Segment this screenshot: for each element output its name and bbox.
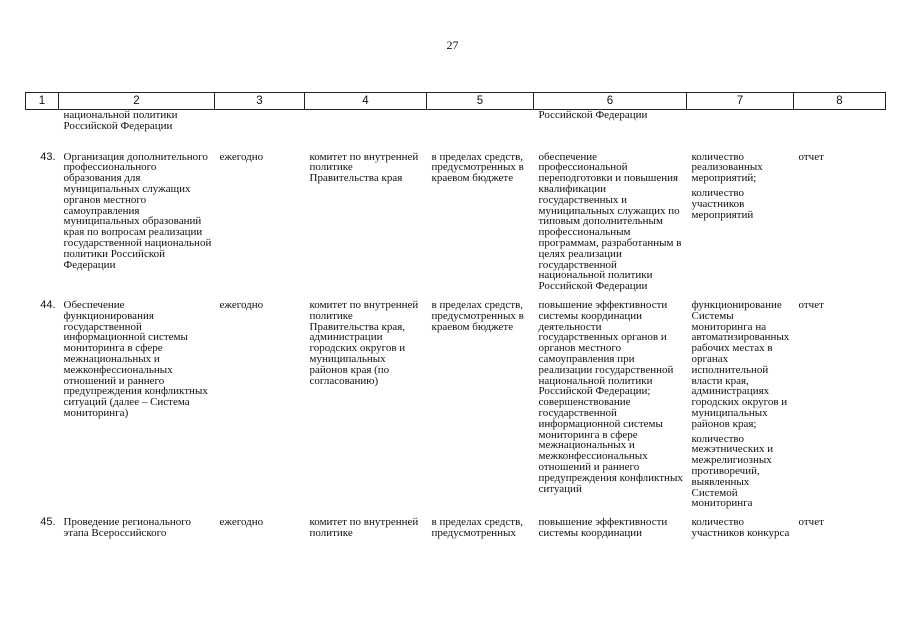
- measures-table: [25, 92, 886, 547]
- report-form: отчет: [798, 298, 824, 311]
- table-header-row: [26, 93, 886, 110]
- table-row: [26, 517, 886, 547]
- indicator: количество межэтнических и межрелигиозных противоречий, выявленных Системой мониторинга: [691, 432, 774, 510]
- executor: комитет по внутренней политике Правительства края: [309, 150, 419, 185]
- indicator: количество реализованных мероприятий;: [691, 150, 763, 185]
- column-header: 7: [687, 93, 794, 110]
- measure-name: Проведение регионального этапа Всероссийского: [63, 516, 191, 539]
- indicators: [687, 152, 794, 300]
- column-header: 3: [215, 93, 305, 110]
- column-header: 4: [305, 93, 427, 110]
- row-number: 45.: [40, 516, 56, 529]
- indicators: [687, 517, 794, 547]
- page-number: 27: [446, 38, 459, 52]
- column-header: 5: [427, 93, 534, 110]
- measure-name: Обеспечение функционирования государственной информационной системы мониторинга в сфере межнациональных и межконфессиональных отношений и раннего предупреждения конфликтных ситуаций (далее – Система мониторинга): [63, 298, 208, 419]
- column-header: 8: [794, 93, 886, 110]
- measure-name: Организация дополнительного профессионального образования для муниципальных служащих органов местного самоуправления муниципальных образований края по вопросам реализации государственной национальной политики Российской Федерации: [63, 150, 212, 271]
- row-number: 43.: [40, 150, 56, 163]
- funding: в пределах средств, предусмотренных в краевом бюджете: [431, 298, 524, 333]
- funding: в пределах средств, предусмотренных в краевом бюджете: [431, 150, 524, 185]
- expected-result: повышение эффективности системы координации деятельности государственных органов и органов местного самоуправления при реализации государственной национальной политики Российской Федерации; совершенствование государственной информационной системы мониторинга в сфере межнациональных и межконфессиональных отношений и раннего предупреждения конфликтных ситуаций: [538, 298, 683, 495]
- row-number: 44.: [40, 298, 56, 311]
- period: ежегодно: [219, 516, 264, 529]
- expected-result: повышение эффективности системы координации: [538, 516, 668, 539]
- column-header: 2: [59, 93, 215, 110]
- column-header: 6: [534, 93, 687, 110]
- period: ежегодно: [219, 150, 264, 163]
- report-form: отчет: [798, 516, 824, 529]
- continued-name: национальной политики Российской Федерации: [63, 109, 178, 132]
- continuation-row: [26, 110, 886, 152]
- continued-result: Российской Федерации: [538, 109, 648, 121]
- executor: комитет по внутренней политике Правительства края, администрации городских округов и муниципальных районов края (по согласованию): [309, 298, 419, 387]
- report-form: отчет: [798, 150, 824, 163]
- indicators: [687, 300, 794, 517]
- indicator: количество участников мероприятий: [691, 186, 754, 221]
- table-row: [26, 300, 886, 517]
- funding: в пределах средств, предусмотренных: [431, 516, 524, 539]
- expected-result: обеспечение профессиональной переподготовки и повышения квалификации государственных и муниципальных служащих по типовым дополнительным профессиональным программам, разработанным в целях реализации государственной национальной политики Российской Федерации: [538, 150, 682, 293]
- column-header: 1: [26, 93, 59, 110]
- indicator: количество участников конкурса: [691, 516, 790, 539]
- indicator: функционирование Системы мониторинга на автоматизированных рабочих местах в органах исполнительной власти края, администрациях городских округов и муниципальных районов края;: [691, 298, 790, 430]
- executor: комитет по внутренней политике: [309, 516, 419, 539]
- table-row: [26, 152, 886, 300]
- period: ежегодно: [219, 298, 264, 311]
